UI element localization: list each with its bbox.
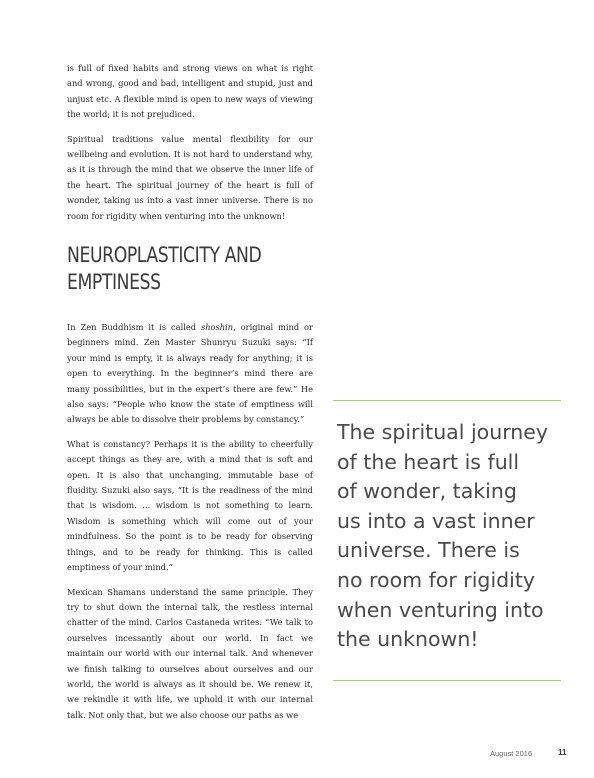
- page-footer: [0, 746, 594, 760]
- article-column-bottom: [67, 320, 313, 732]
- pullquote-line: universe. There is: [337, 538, 520, 563]
- text-run: , original mind or beginners mind. Zen Master Shunryu Suzuki says: “If your mind is empty, it is always ready for anything; it is open to everything. In the beginner’s mind there are many possibilities, but in the expert’s there are few.” He also says: “People who know the state of emptiness will always be able to dissolve their problems by constancy.”: [67, 322, 314, 425]
- paragraph-constancy: What is constancy? Perhaps it is the ability to cheerfully accept things as they are, with a mind that is soft and open. It is also that unchanging, immutable base of fluidity. Suzuki also says, “It is the readiness of the mind that is wisdom. ... wisdom is not something to learn. Wisdom is something which will come out of your mindfulness. So the point is to be ready for observing things, and to be ready for thinking. This is called emptiness of your mind.”: [67, 438, 313, 573]
- pullquote-line: us into a vast inner: [337, 508, 535, 533]
- paragraph-shamans: Mexican Shamans understand the same principle. They try to shut down the internal talk, the restless internal chatter of the mind. Carlos Castaneda writes: “We talk to ourselves incessantly about our world. In fact we maintain our world with our internal talk. And whenever we finish talking to ourselves about ourselves and our world, the world is always as it should be. We renew it, we rekindle it with life, we uphold it with our internal talk. Not only that, but we also choose our paths as we: [67, 586, 313, 720]
- paragraph-shoshin: [67, 320, 313, 428]
- pullquote-top-rule: [333, 400, 561, 401]
- text-run: In Zen Buddhism it is called: [67, 322, 201, 332]
- pullquote: [337, 418, 562, 655]
- article-column-top: [67, 61, 313, 233]
- section-heading: NEUROPLASTICITY AND EMPTINESS: [67, 243, 262, 294]
- pullquote-line: the unknown!: [337, 627, 479, 652]
- pullquote-bottom-rule: [333, 680, 561, 681]
- pullquote-line: of wonder, taking: [337, 479, 517, 504]
- italic-term: shoshin: [200, 322, 234, 332]
- paragraph: Spiritual traditions value mental flexibility for our wellbeing and evolution. It is not hard to understand why, as it is through the mind that we observe the inner life of the heart. The spiritual journey of the heart is full of wonder, taking us into a vast inner universe. There is no room for rigidity when venturing into the unknown!: [67, 133, 313, 221]
- issue-date: August 2016: [490, 749, 533, 758]
- pullquote-line: The spiritual journey: [337, 420, 548, 444]
- page-number: 11: [558, 748, 567, 757]
- paragraph: is full of fixed habits and strong views on what is right and wrong, good and bad, intelligent and stupid, just and unjust etc. A flexible mind is open to new ways of viewing the world; it is not prejudiced.: [67, 63, 313, 120]
- pullquote-line: of the heart is full: [337, 449, 520, 474]
- pullquote-line: when venturing into: [337, 597, 544, 622]
- pullquote-line: no room for rigidity: [337, 567, 536, 592]
